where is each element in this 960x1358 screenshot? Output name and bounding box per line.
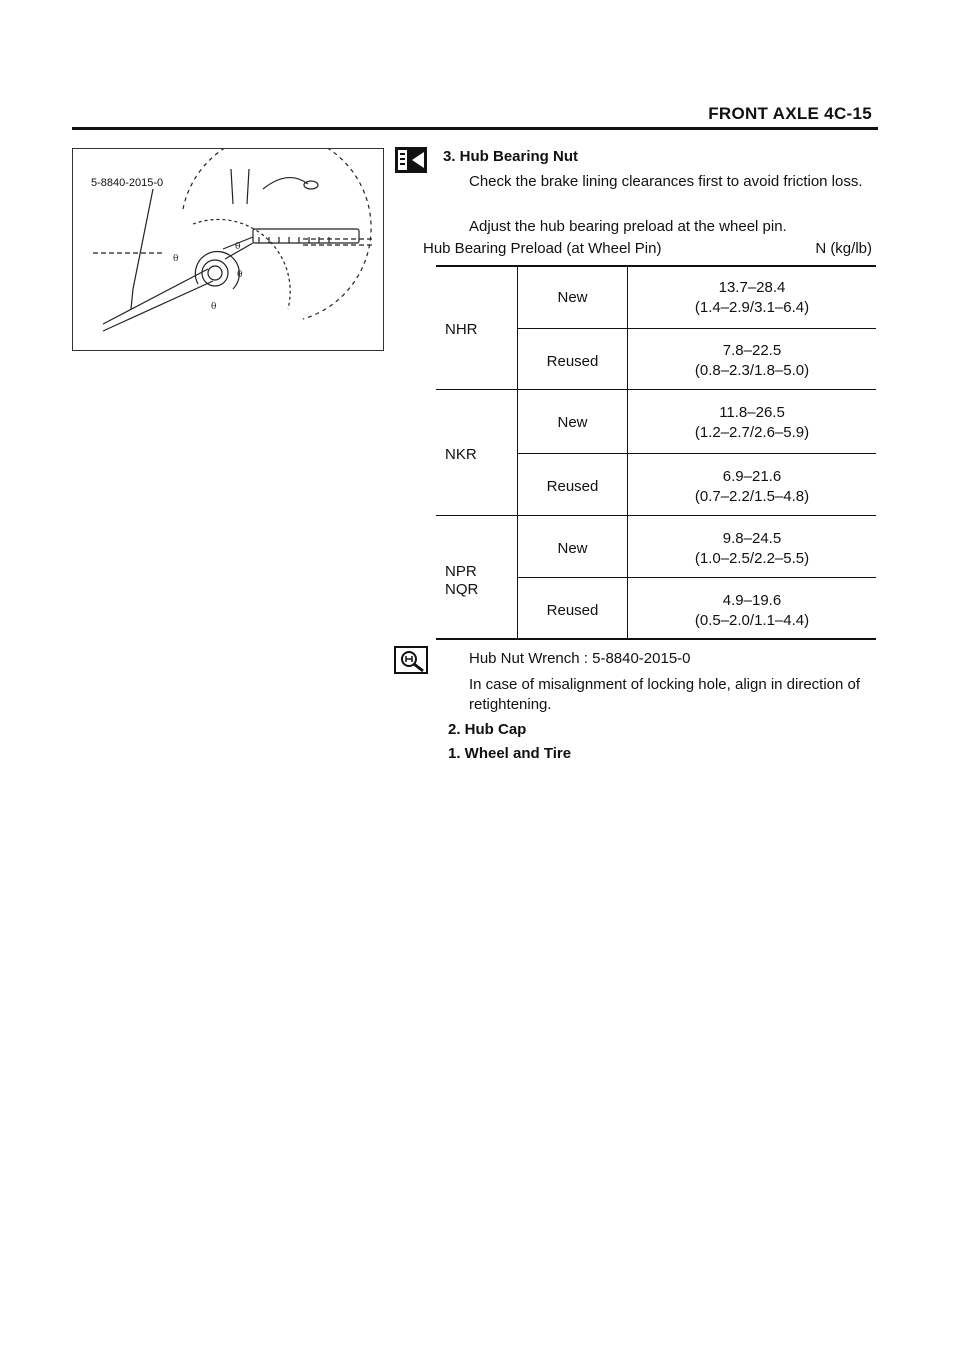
table-value-alt-cell: (0.7–2.2/1.5–4.8) bbox=[694, 488, 810, 505]
table-inner-rule-2 bbox=[517, 453, 876, 454]
table-value-alt-cell: (0.8–2.3/1.8–5.0) bbox=[694, 362, 810, 379]
table-caption: Hub Bearing Preload (at Wheel Pin) bbox=[423, 240, 662, 257]
table-group-rule-2 bbox=[436, 515, 876, 516]
table-value-cell: 7.8–22.5 bbox=[722, 342, 782, 359]
table-group-rule-1 bbox=[436, 389, 876, 390]
table-model-nhr: NHR bbox=[445, 321, 478, 338]
table-model-npr: NPR bbox=[445, 563, 477, 580]
table-value-alt-cell: (0.5–2.0/1.1–4.4) bbox=[694, 612, 810, 629]
table-condition-cell: Reused bbox=[546, 478, 599, 495]
special-tool-icon bbox=[394, 646, 428, 674]
table-inner-rule-3 bbox=[517, 577, 876, 578]
table-top-rule bbox=[436, 265, 876, 267]
page-header-title: FRONT AXLE 4C-15 bbox=[708, 104, 872, 123]
table-inner-rule-1 bbox=[517, 328, 876, 329]
svg-text:θ: θ bbox=[173, 254, 179, 264]
step-3-title: 3. Hub Bearing Nut bbox=[443, 148, 579, 165]
step-3-paragraph-1: Check the brake lining clearances first to avoid friction loss. bbox=[469, 173, 863, 190]
table-value-alt-cell: (1.0–2.5/2.2–5.5) bbox=[694, 550, 810, 567]
installation-icon bbox=[394, 146, 428, 174]
table-condition-cell: Reused bbox=[546, 353, 599, 370]
table-unit: N (kg/lb) bbox=[815, 240, 872, 257]
table-condition-cell: Reused bbox=[546, 602, 599, 619]
header-rule bbox=[72, 127, 878, 130]
table-bottom-rule bbox=[436, 638, 876, 640]
hub-nut-wrench-figure bbox=[72, 148, 384, 351]
table-value-cell: 6.9–21.6 bbox=[722, 468, 782, 485]
table-condition-cell: New bbox=[557, 414, 588, 431]
table-value-alt-cell: (1.4–2.9/3.1–6.4) bbox=[694, 299, 810, 316]
step-3-paragraph-2: Adjust the hub bearing preload at the wheel pin. bbox=[469, 218, 787, 235]
tool-note: Hub Nut Wrench : 5-8840-2015-0 bbox=[469, 650, 691, 667]
table-condition-cell: New bbox=[557, 540, 588, 557]
table-model-nqr: NQR bbox=[445, 581, 479, 598]
table-condition-cell: New bbox=[557, 289, 588, 306]
table-value-cell: 4.9–19.6 bbox=[722, 592, 782, 609]
svg-text:θ: θ bbox=[235, 242, 241, 252]
retightening-paragraph: In case of misalignment of locking hole, align in direction of retightening. bbox=[469, 676, 861, 713]
step-1-title: 1. Wheel and Tire bbox=[448, 745, 572, 762]
table-value-cell: 13.7–28.4 bbox=[718, 279, 786, 296]
svg-text:θ: θ bbox=[211, 302, 217, 312]
table-value-cell: 11.8–26.5 bbox=[719, 404, 785, 421]
table-model-nkr: NKR bbox=[445, 446, 477, 463]
step-2-title: 2. Hub Cap bbox=[448, 721, 527, 738]
table-value-alt-cell: (1.2–2.7/2.6–5.9) bbox=[694, 424, 810, 441]
svg-text:θ: θ bbox=[237, 270, 243, 280]
figure-tool-label: 5-8840-2015-0 bbox=[91, 177, 164, 189]
table-value-cell: 9.8–24.5 bbox=[722, 530, 782, 547]
